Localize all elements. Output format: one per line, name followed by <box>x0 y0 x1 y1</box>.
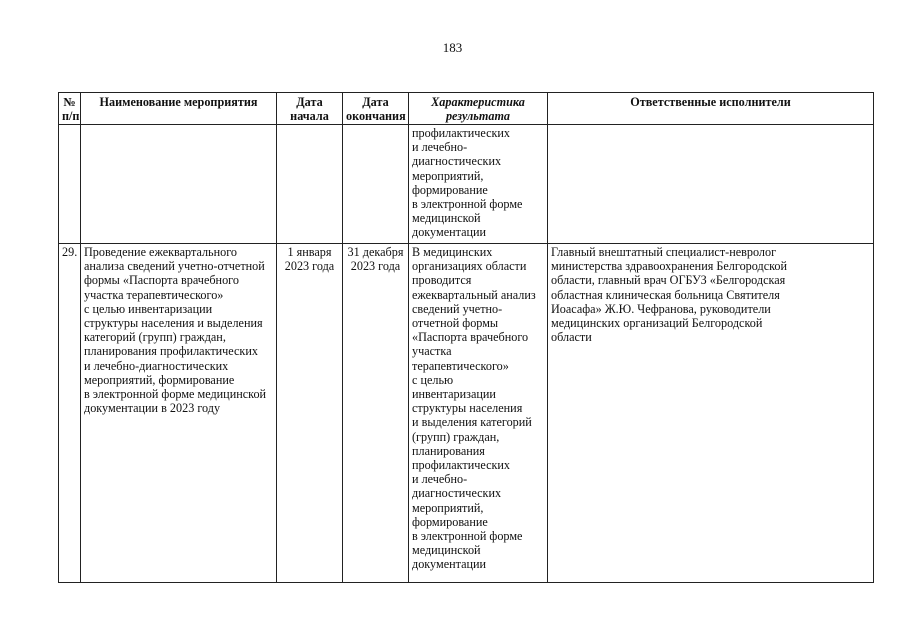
text-line: в электронной форме <box>412 529 523 544</box>
text-line: терапевтического» <box>412 358 509 373</box>
text-line: областная клиническая больница Святителя <box>551 287 780 302</box>
text-line: (групп) граждан, <box>412 429 500 444</box>
cell-responsible <box>548 244 874 583</box>
text-line: Наименование мероприятия <box>99 95 258 109</box>
text-line: 2023 года <box>284 259 335 274</box>
cell-result <box>409 125 548 244</box>
text-line: отчетной формы <box>412 316 499 331</box>
text-line: Дата <box>296 95 323 109</box>
cell-num <box>59 125 81 244</box>
header-start-date <box>277 93 343 125</box>
text-line: формы «Паспорта врачебного <box>84 273 239 288</box>
text-line: Главный внештатный специалист-невролог <box>551 245 777 259</box>
text-line: планирования <box>412 443 485 458</box>
text-line: структуры населения и выделения <box>84 316 263 331</box>
header-responsible <box>548 93 874 125</box>
text-line: 2023 года <box>350 259 401 274</box>
text-line: 1 января <box>287 245 332 259</box>
cell-start-date <box>277 125 343 244</box>
text-line: категорий (групп) граждан, <box>84 330 226 345</box>
text-line: организациях области <box>412 259 527 274</box>
text-line: мероприятий, <box>412 168 484 183</box>
text-line: проводится <box>412 273 472 288</box>
text-line: результата <box>445 109 511 123</box>
text-line: структуры населения <box>412 401 523 416</box>
text-line: профилактических <box>412 458 511 473</box>
table-header-row <box>59 93 874 125</box>
text-line: В медицинских <box>412 245 493 259</box>
header-end-date <box>343 93 409 125</box>
page-number: 183 <box>442 40 463 55</box>
cell-start-date <box>277 244 343 583</box>
text-line: «Паспорта врачебного <box>412 330 529 345</box>
text-line: медицинской <box>412 543 481 558</box>
text-line: начала <box>290 109 329 123</box>
text-line: участка <box>412 344 452 359</box>
cell-name <box>81 244 277 583</box>
text-line: инвентаризации <box>412 387 496 402</box>
text-line: анализа сведений учетно-отчетной <box>84 259 265 274</box>
table-row-29 <box>59 244 874 583</box>
text-line: Ответственные исполнители <box>630 95 791 109</box>
text-line: с целью <box>412 372 454 387</box>
text-line: медицинских организаций Белгородской <box>551 316 763 331</box>
text-line: диагностических <box>412 486 502 501</box>
text-line: Проведение ежеквартального <box>84 245 238 259</box>
activities-table <box>58 92 874 583</box>
header-name <box>81 93 277 125</box>
text-line: Характеристика <box>431 95 525 109</box>
text-line: документации <box>412 557 487 572</box>
text-line: окончания <box>346 109 406 123</box>
text-line: документации в 2023 году <box>84 401 221 416</box>
text-line: № <box>63 95 76 109</box>
text-line: Иоасафа» Ж.Ю. Чефранова, руководители <box>551 301 771 316</box>
text-line: с целью инвентаризации <box>84 301 213 316</box>
text-line: и лечебно-диагностических <box>84 358 229 373</box>
text-line: формирование <box>412 514 488 529</box>
cell-result <box>409 244 548 583</box>
text-line: области <box>551 330 592 345</box>
text-line: в электронной форме <box>412 197 523 212</box>
text-line: области, главный врач ОГБУЗ «Белгородская <box>551 273 786 288</box>
cell-responsible <box>548 125 874 244</box>
text-line: профилактических <box>412 126 511 140</box>
cell-end-date <box>343 125 409 244</box>
text-line: планирования профилактических <box>84 344 258 359</box>
cell-num: 29. <box>59 244 81 583</box>
text-line: в электронной форме медицинской <box>84 387 267 402</box>
text-line: сведений учетно- <box>412 301 503 316</box>
text-line: формирование <box>412 182 488 197</box>
cell-name <box>81 125 277 244</box>
text-line: мероприятий, <box>412 500 484 515</box>
text-line: и лечебно- <box>412 140 468 155</box>
cell-end-date <box>343 244 409 583</box>
text-line: п/п <box>62 109 80 123</box>
text-line: и выделения категорий <box>412 415 532 430</box>
text-line: мероприятий, формирование <box>84 372 235 387</box>
text-line: диагностических <box>412 154 502 169</box>
text-line: и лечебно- <box>412 472 468 487</box>
header-result <box>409 93 548 125</box>
header-num <box>59 93 81 125</box>
text-line: министерства здравоохранения Белгородской <box>551 259 788 274</box>
text-line: 31 декабря <box>347 245 404 259</box>
text-line: документации <box>412 225 487 240</box>
text-line: ежеквартальный анализ <box>412 287 536 302</box>
text-line: медицинской <box>412 211 481 226</box>
table-row-continuation <box>59 125 874 244</box>
text-line: участка терапевтического» <box>84 287 224 302</box>
text-line: Дата <box>362 95 389 109</box>
